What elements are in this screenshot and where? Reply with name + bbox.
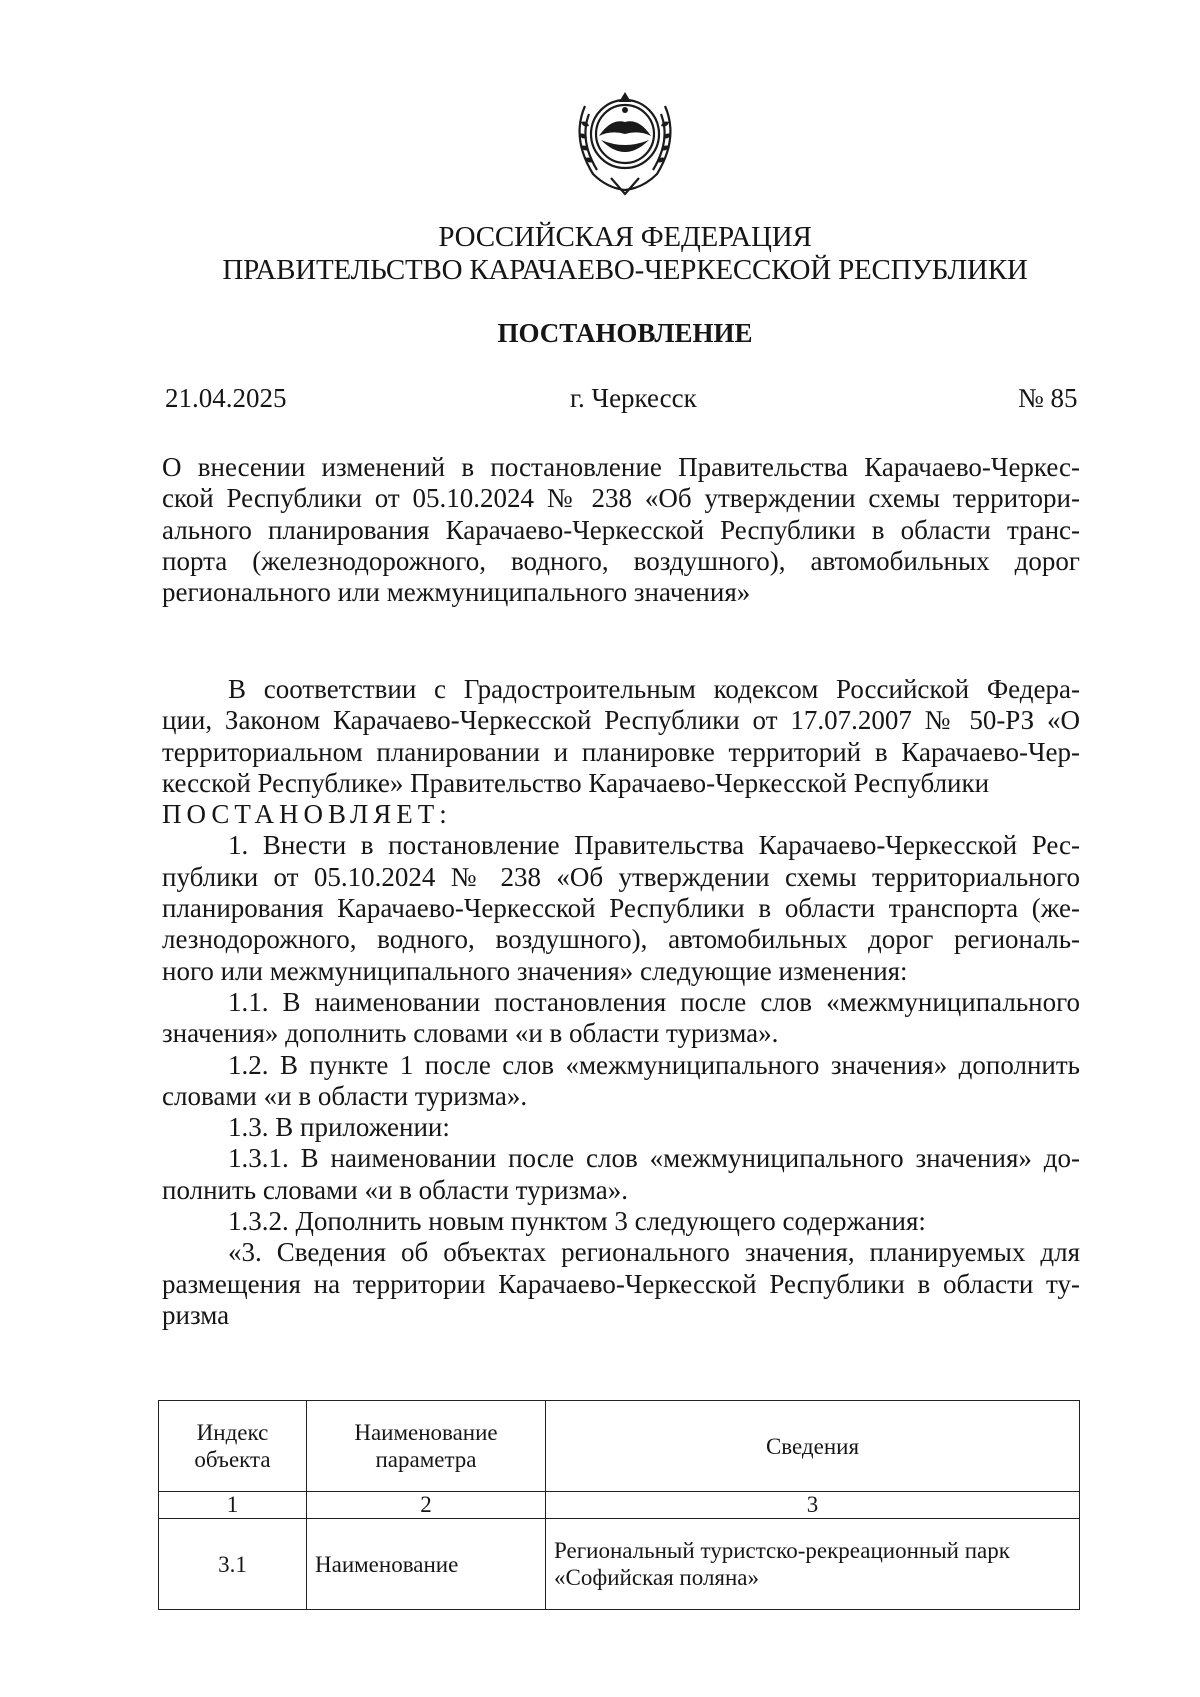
- header-government: ПРАВИТЕЛЬСТВО КАРАЧАЕВО-ЧЕРКЕССКОЙ РЕСПУБЛИКИ: [222, 254, 1028, 286]
- table-number-row: [159, 1492, 1080, 1519]
- item-1-3-line: 1.3. В приложении:: [228, 1112, 450, 1143]
- table-number-cell: 2: [307, 1492, 546, 1519]
- item-1-2-line: 1.2. В пункте 1 после слов «межмуниципального значения» дополнить: [228, 1049, 1080, 1080]
- item-1-line: ного или межмуниципального значения» следующие изменения:: [162, 955, 908, 986]
- subject-line: ской Республики от 05.10.2024 № 238 «Об утверждении схемы территори-: [162, 483, 1080, 514]
- table-number-cell: 3: [546, 1492, 1080, 1519]
- document-subject: [162, 452, 1080, 608]
- item-1-line: 1. Внести в постановление Правительства Карачаево-Черкесской Рес-: [228, 830, 1080, 861]
- table-number-cell: 1: [159, 1492, 307, 1519]
- item-1-3-2-line: 1.3.2. Дополнить новым пунктом 3 следующего содержания:: [228, 1206, 926, 1237]
- table-row: [159, 1519, 1080, 1610]
- item-1-3-1-line: 1.3.1. В наименовании после слов «межмуниципального значения» до-: [228, 1143, 1080, 1174]
- preamble-line: В соответствии с Градостроительным кодексом Российской Федера-: [228, 674, 1080, 704]
- subject-line: регионального или межмуниципального значения»: [162, 577, 751, 608]
- preamble-line: кесской Республике» Правительство Карачаево-Черкесской Республики: [162, 767, 990, 798]
- preamble-line: ции, Законом Карачаево-Черкесской Республики от 17.07.2007 № 50-РЗ «О: [162, 705, 1080, 736]
- item-3-line: размещения на территории Карачаево-Черкесской Республики в области ту-: [162, 1268, 1080, 1299]
- item-1-2-line: словами «и в области туризма».: [162, 1080, 528, 1111]
- table-header-cell: Наименование параметра: [307, 1401, 546, 1492]
- table-cell: 3.1: [159, 1519, 307, 1610]
- document-city: г. Черкесск: [570, 383, 697, 413]
- resolves-word: ПОСТАНОВЛЯЕТ:: [162, 799, 452, 830]
- document-date: 21.04.2025: [165, 383, 287, 413]
- subject-line: порта (железнодорожного, водного, воздушного), автомобильных дорог: [162, 545, 1080, 576]
- subject-line: О внесении изменений в постановление Правительства Карачаево-Черкес-: [162, 452, 1080, 482]
- document-body: [162, 674, 1080, 1331]
- item-1-line: планирования Карачаево-Черкесской Республики в области транспорта (же-: [162, 893, 1080, 924]
- table-header-cell: Индекс объекта: [159, 1401, 307, 1492]
- table-cell: Наименование: [307, 1519, 546, 1610]
- item-1-line: публики от 05.10.2024 № 238 «Об утверждении схемы территориального: [162, 861, 1080, 892]
- table-header-row: [159, 1401, 1080, 1492]
- item-1-line: лезнодорожного, водного, воздушного), автомобильных дорог региональ-: [162, 924, 1080, 955]
- item-1-1-line: значения» дополнить словами «и в области туризма».: [162, 1018, 779, 1049]
- header-country: РОССИЙСКАЯ ФЕДЕРАЦИЯ: [438, 221, 812, 253]
- objects-table: [158, 1400, 1080, 1610]
- subject-line: ального планирования Карачаево-Черкесской Республики в области транс-: [162, 514, 1080, 545]
- coat-of-arms-emblem: [563, 78, 687, 202]
- document-number: № 85: [1018, 383, 1078, 413]
- table-header-cell: Сведения: [546, 1401, 1080, 1492]
- item-1-3-1-line: полнить словами «и в области туризма».: [162, 1174, 628, 1205]
- item-3-line: ризма: [162, 1299, 230, 1330]
- table-cell: Региональный туристско-рекреационный парк «Софийская поляна»: [546, 1519, 1080, 1610]
- preamble-line: территориальном планировании и планировке территорий в Карачаево-Чер-: [162, 736, 1080, 767]
- document-type-title: ПОСТАНОВЛЕНИЕ: [497, 318, 753, 348]
- item-3-line: «3. Сведения об объектах регионального значения, планируемых для: [228, 1237, 1080, 1268]
- item-1-1-line: 1.1. В наименовании постановления после слов «межмуниципального: [228, 986, 1080, 1017]
